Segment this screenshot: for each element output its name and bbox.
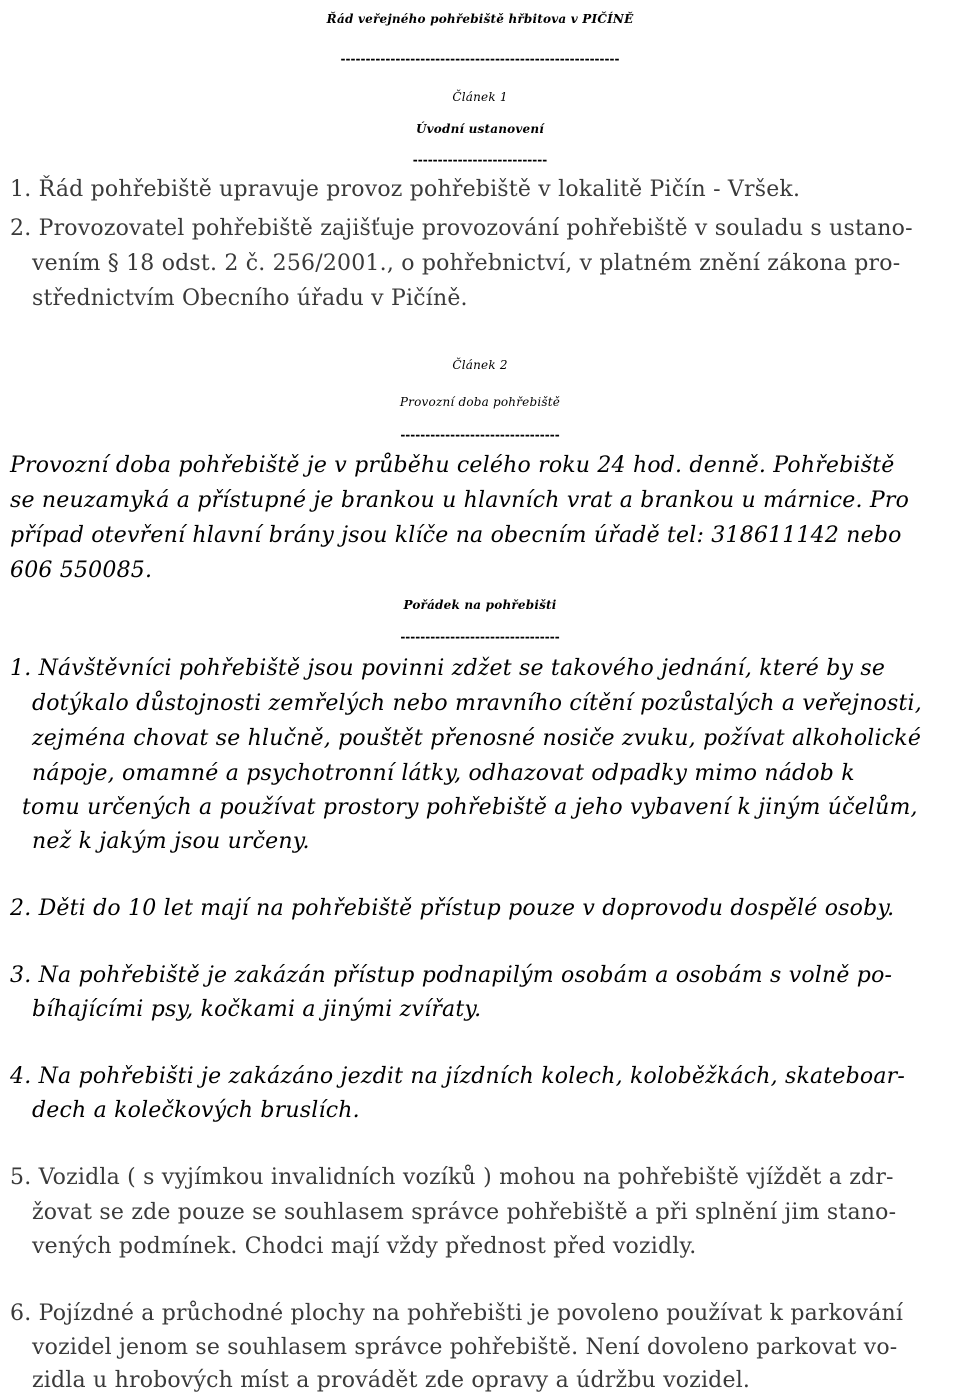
article2-heading: Provozní doba pohřebiště xyxy=(399,395,561,409)
order-heading: Pořádek na pohřebišti xyxy=(403,598,557,612)
order-rule-line: bíhajícími psy, kočkami a jinými zvířaty. xyxy=(32,997,482,1022)
article2-line: případ otevření hlavní brány jsou klíče na obecním úřadě tel: 318611142 nebo xyxy=(10,523,902,548)
article1-line: 1. Řád pohřebiště upravuje provoz pohřebiště v lokalitě Pičín - Vršek. xyxy=(10,177,801,202)
article1-line: 2. Provozovatel pohřebiště zajišťuje provozování pohřebiště v souladu s ustano- xyxy=(10,216,913,241)
order-rule-line: 2. Děti do 10 let mají na pohřebiště přístup pouze v doprovodu dospělé osoby. xyxy=(10,896,895,921)
order-rule-line: žovat se zde pouze se souhlasem správce pohřebiště a při splnění jim stano- xyxy=(32,1200,897,1225)
order-rule-line: než k jakým jsou určeny. xyxy=(32,829,310,854)
page-title: Řád veřejného pohřebiště hřbitova v PIČÍNĚ xyxy=(326,12,634,26)
order-rule-line: 3. Na pohřebiště je zakázán přístup podnapilým osobám a osobám s volně po- xyxy=(10,963,893,988)
article1-rule: --------------------------- xyxy=(412,153,548,167)
article2-label: Článek 2 xyxy=(452,358,508,372)
order-rule-line: zejména chovat se hlučně, pouštět přenosné nosiče zvuku, požívat alkoholické xyxy=(32,726,922,751)
article2-line: Provozní doba pohřebiště je v průběhu celého roku 24 hod. denně. Pohřebiště xyxy=(10,453,895,478)
article1-line: střednictvím Obecního úřadu v Pičíně. xyxy=(32,286,468,311)
order-rule-line: 4. Na pohřebišti je zakázáno jezdit na jízdních kolech, koloběžkách, skateboar- xyxy=(10,1064,906,1089)
order-rule-line: dotýkalo důstojnosti zemřelých nebo mravního cítění pozůstalých a veřejnosti, xyxy=(32,691,922,716)
order-rule-line: 5. Vozidla ( s vyjímkou invalidních vozíků ) mohou na pohřebiště vjíždět a zdr- xyxy=(10,1165,894,1190)
title-rule: -------------------------------------------------------- xyxy=(340,52,620,66)
article1-label: Článek 1 xyxy=(452,90,508,104)
order-rule-line: nápoje, omamné a psychotronní látky, odhazovat odpadky mimo nádob k xyxy=(32,761,855,786)
order-rule-line: zidla u hrobových míst a provádět zde opravy a údržbu vozidel. xyxy=(32,1368,751,1393)
article2-rule: -------------------------------- xyxy=(400,428,560,442)
article2-line: 606 550085. xyxy=(10,558,153,583)
order-rule-line: vených podmínek. Chodci mají vždy přednost před vozidly. xyxy=(32,1234,697,1259)
order-rule-line: 1. Návštěvníci pohřebiště jsou povinni zdžet se takového jednání, které by se xyxy=(10,656,886,681)
order-rule-line: dech a kolečkových bruslích. xyxy=(32,1098,360,1123)
order-rule: -------------------------------- xyxy=(400,630,560,644)
article2-line: se neuzamyká a přístupné je brankou u hlavních vrat a brankou u márnice. Pro xyxy=(10,488,910,513)
order-rule-line: 6. Pojízdné a průchodné plochy na pohřebišti je povoleno používat k parkování xyxy=(10,1301,904,1326)
article1-line: vením § 18 odst. 2 č. 256/2001., o pohřebnictví, v platném znění zákona pro- xyxy=(32,251,901,276)
article1-heading: Úvodní ustanovení xyxy=(415,122,545,136)
order-rule-line: tomu určených a používat prostory pohřebiště a jeho vybavení k jiným účelům, xyxy=(22,795,918,820)
order-rule-line: vozidel jenom se souhlasem správce pohřebiště. Není dovoleno parkovat vo- xyxy=(32,1335,898,1360)
